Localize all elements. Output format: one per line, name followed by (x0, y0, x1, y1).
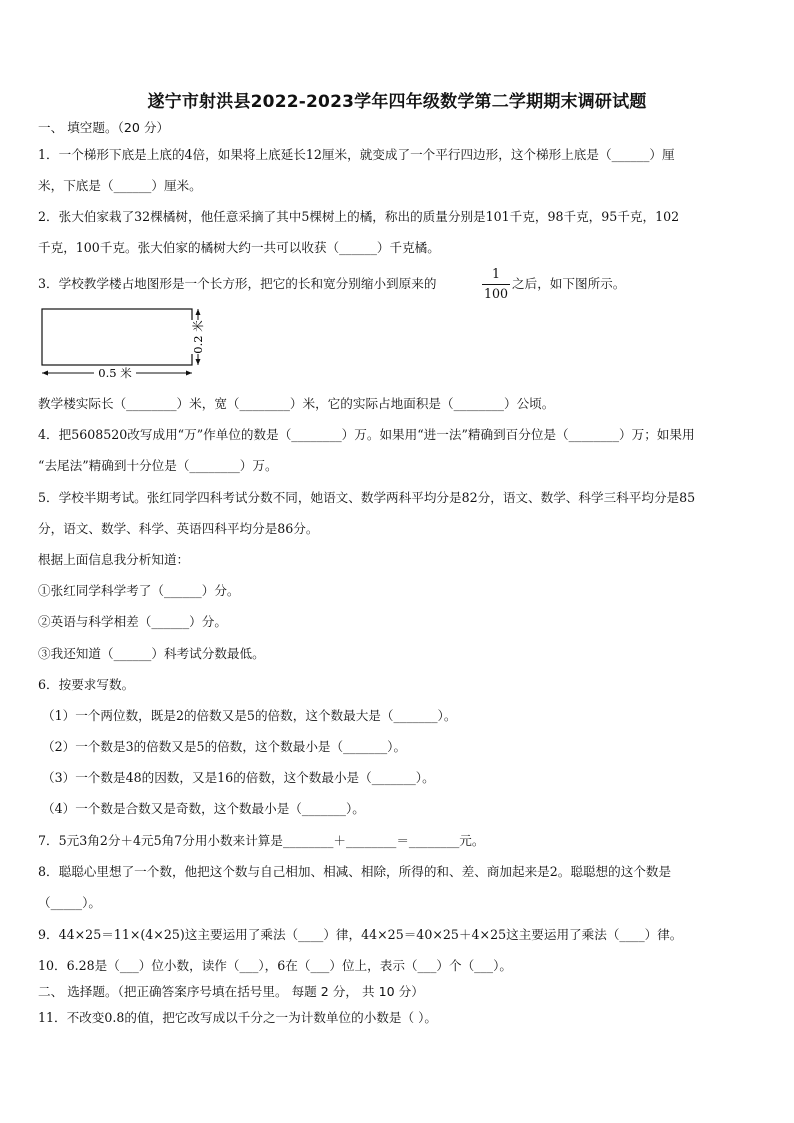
section-heading-multiple-choice: 二、 选择题。（把正确答案序号填在括号里。 每题 2 分， 共 10 分） (38, 984, 424, 999)
rectangle-figure (36, 302, 226, 388)
question-5-item-2: ②英语与科学相差（______）分。 (38, 614, 227, 629)
section-heading-fill-in: 一、 填空题。（20 分） (38, 120, 170, 135)
question-6-item-2: （2）一个数是3的倍数又是5的倍数，这个数最小是（_______）。 (42, 739, 407, 754)
question-4-line-2: “去尾法”精确到十分位是（________）万。 (38, 458, 278, 473)
question-2-line-1: 2．张大伯家栽了32棵橘树，他任意采摘了其中5棵树上的橘，称出的质量分别是101千克，98千克，95千克，102 (38, 209, 680, 224)
question-8-line-1: 8．聪聪心里想了一个数，他把这个数与自己相加、相减、相除，所得的和、差、商加起来是2。聪聪想的这个数是 (38, 864, 672, 879)
question-3-line-2: 教学楼实际长（________）米，宽（________）米，它的实际占地面积是（________）公顷。 (38, 396, 555, 411)
question-5-item-1: ①张红同学科学考了（______）分。 (38, 583, 240, 598)
question-2-line-2: 千克，100千克。张大伯家的橘树大约一共可以收获（______）千克橘。 (38, 240, 440, 255)
question-1-line-1: 1．一个梯形下底是上底的4倍，如果将上底延长12厘米，就变成了一个平行四边形，这个梯形上底是（______）厘 (38, 147, 675, 162)
question-5-line-3: 根据上面信息我分析知道： (38, 552, 190, 567)
question-5-line-1: 5．学校半期考试。张红同学四科考试分数不同，她语文、数学两科平均分是82分，语文、数学、科学三科平均分是85 (38, 490, 696, 505)
question-7: 7．5元3角2分＋4元5角7分用小数来计算是________＋________＝________元。 (38, 833, 485, 848)
question-9: 9．44×25＝11×(4×25)这主要运用了乘法（____）律，44×25＝40×25＋4×25这主要运用了乘法（____）律。 (38, 927, 683, 942)
question-5-line-2: 分，语文、数学、科学、英语四科平均分是86分。 (38, 521, 319, 536)
fraction-one-hundredth (482, 266, 510, 302)
question-4-line-1: 4．把5608520改写成用“万”作单位的数是（________）万。如果用“进一法”精确到百分位是（________）万；如果用 (38, 427, 695, 442)
width-label: 0.5 米 (98, 366, 132, 380)
question-3-line-1-tail: 之后，如下图所示。 (512, 276, 626, 291)
question-11: 11．不改变0.8的值，把它改写成以千分之一为计数单位的小数是（ ）。 (38, 1010, 437, 1025)
question-6-item-1: （1）一个两位数，既是2的倍数又是5的倍数，这个数最大是（_______）。 (42, 708, 457, 723)
height-label: 0.2 米 (191, 320, 205, 354)
fraction-numerator: 1 (491, 266, 500, 281)
question-3-line-1: 3．学校教学楼占地图形是一个长方形，把它的长和宽分别缩小到原来的 (38, 276, 437, 291)
question-10: 10．6.28是（___）位小数，读作（___），6在（___）位上，表示（___）个（___）。 (38, 958, 512, 973)
page-title: 遂宁市射洪县2022-2023学年四年级数学第二学期期末调研试题 (147, 92, 647, 112)
question-6-item-4: （4）一个数是合数又是奇数，这个数最小是（_______）。 (42, 801, 365, 816)
question-8-line-2: （_____）。 (38, 895, 101, 910)
fraction-denominator: 100 (483, 286, 509, 301)
question-6-item-3: （3）一个数是48的因数，又是16的倍数，这个数最小是（_______）。 (42, 770, 435, 785)
question-6-heading: 6．按要求写数。 (38, 677, 135, 692)
question-5-item-3: ③我还知道（______）科考试分数最低。 (38, 646, 265, 661)
question-1-line-2: 米，下底是（______）厘米。 (38, 178, 202, 193)
